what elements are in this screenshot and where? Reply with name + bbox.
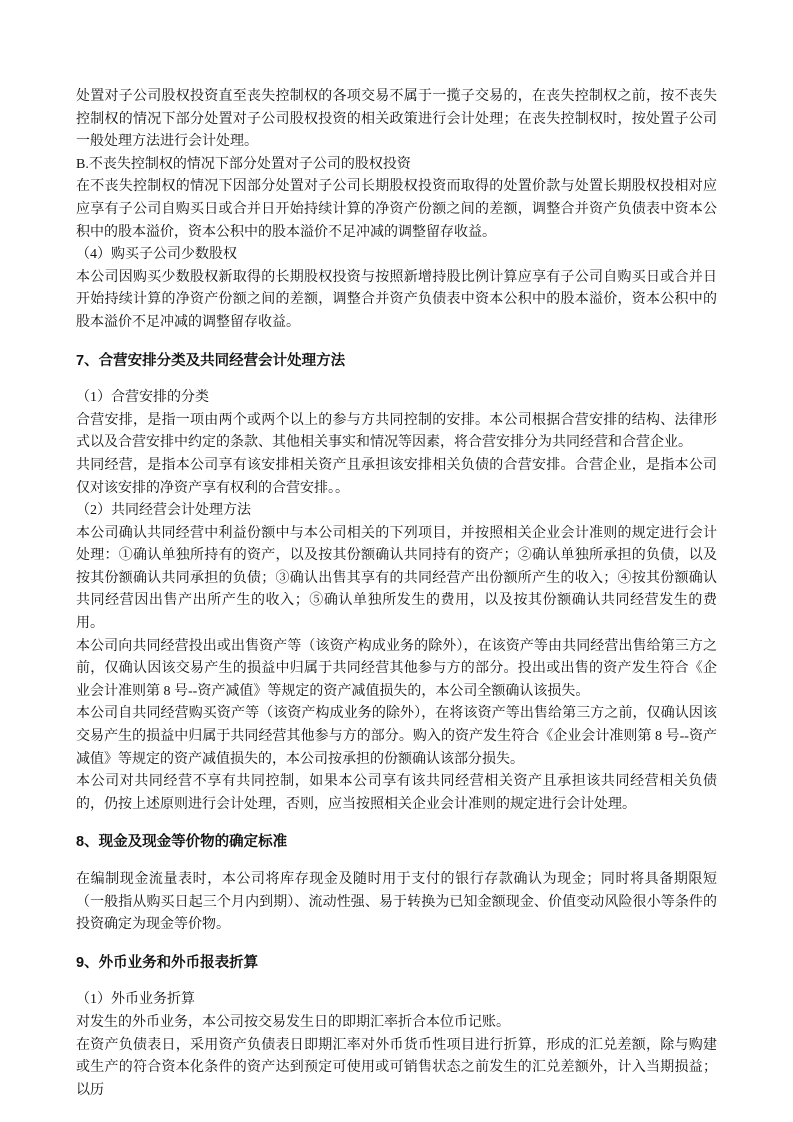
paragraph: （4）购买子公司少数股权 bbox=[76, 247, 237, 263]
paragraph: 本公司因购买少数股权新取得的长期股权投资与按照新增持股比例计算应享有子公司自购买日或合并日开始持续计算的净资产份额之间的差额，调整合并资产负债表中资本公积中的股本溢价，资本公积中的股本溢价不足冲减的调整留存收益。 bbox=[76, 269, 717, 330]
paragraph: 在编制现金流量表时，本公司将库存现金及随时用于支付的银行存款确认为现金；同时将具备期限短（一般指从购买日起三个月内到期）、流动性强、易于转换为已知金额现金、价值变动风险很小等条件的投资确定为现金等价物。 bbox=[76, 872, 717, 933]
section-heading: 7、合营安排分类及共同经营会计处理方法 bbox=[76, 352, 346, 369]
paragraph: （2）共同经营会计处理方法 bbox=[76, 503, 251, 519]
paragraph: （1）合营安排的分类 bbox=[76, 390, 209, 406]
paragraph: 对发生的外币业务，本公司按交易发生日的即期汇率折合本位币记账。 bbox=[76, 1014, 510, 1030]
paragraph: 本公司自共同经营购买资产等（该资产构成业务的除外），在将该资产等出售给第三方之前，仅确认因该交易产生的损益中归属于共同经营其他参与方的部分。购入的资产发生符合《企业会计准则第 8 号--资产减值》等规定的资产减值损失的，本公司按承担的份额确认该部分损失。 bbox=[76, 706, 717, 767]
paragraph: （1）外币业务折算 bbox=[76, 992, 195, 1008]
paragraph: 本公司对共同经营不享有共同控制，如果本公司享有该共同经营相关资产且承担该共同经营相关负债的，仍按上述原则进行会计处理，否则，应当按照相关企业会计准则的规定进行会计处理。 bbox=[76, 774, 717, 812]
paragraph: 合营安排，是指一项由两个或两个以上的参与方共同控制的安排。本公司根据合营安排的结构、法律形式以及合营安排中约定的条款、其他相关事实和情况等因素，将合营安排分为共同经营和合营企业。 bbox=[76, 412, 717, 451]
section-heading: 9、外币业务和外币报表折算 bbox=[76, 954, 259, 971]
paragraph: B.不丧失控制权的情况下部分处置对子公司的股权投资 bbox=[76, 156, 411, 172]
paragraph: 本公司确认共同经营中利益份额中与本公司相关的下列项目，并按照相关企业会计准则的规定进行会计处理：①确认单独所持有的资产，以及按其份额确认共同持有的资产；②确认单独所承担的负债，以及按其份额确认共同承担的负债；③确认出售其享有的共同经营产出份额所产生的收入；④按其份额确认共同经营因出售产出所产生的收入；⑤确认单独所发生的费用，以及按其份额确认共同经营发生的费用。 bbox=[76, 525, 717, 632]
document-content bbox=[76, 86, 717, 1102]
paragraph: 在资产负债表日，采用资产负债表日即期汇率对外币货币性项目进行折算，形成的汇兑差额，除与购建或生产的符合资本化条件的资产达到预定可使用或可销售状态之前发生的汇兑差额外，计入当期损益；以历 bbox=[76, 1037, 717, 1098]
section-heading: 8、现金及现金等价物的确定标准 bbox=[76, 834, 288, 851]
paragraph: 在不丧失控制权的情况下因部分处置对子公司长期股权投资而取得的处置价款与处置长期股权投相对应应享有子公司自购买日或合并日开始持续计算的净资产份额之间的差额，调整合并资产负债表中资本公积中的股本溢价，资本公积中的股本溢价不足冲减的调整留存收益。 bbox=[76, 179, 717, 240]
paragraph: 处置对子公司股权投资直至丧失控制权的各项交易不属于一揽子交易的，在丧失控制权之前，按不丧失控制权的情况下部分处置对子公司股权投资的相关政策进行会计处理；在丧失控制权时，按处置子公司一般处理方法进行会计处理。 bbox=[76, 89, 717, 150]
paragraph: 本公司向共同经营投出或出售资产等（该资产构成业务的除外），在该资产等由共同经营出售给第三方之前，仅确认因该交易产生的损益中归属于共同经营其他参与方的部分。投出或出售的资产发生符合《企业会计准则第 8 号--资产减值》等规定的资产减值损失的，本公司全额确认该损失。 bbox=[76, 638, 717, 699]
paragraph: 共同经营，是指本公司享有该安排相关资产且承担该安排相关负债的合营安排。合营企业，是指本公司仅对该安排的净资产享有权利的合营安排。。 bbox=[76, 457, 717, 496]
